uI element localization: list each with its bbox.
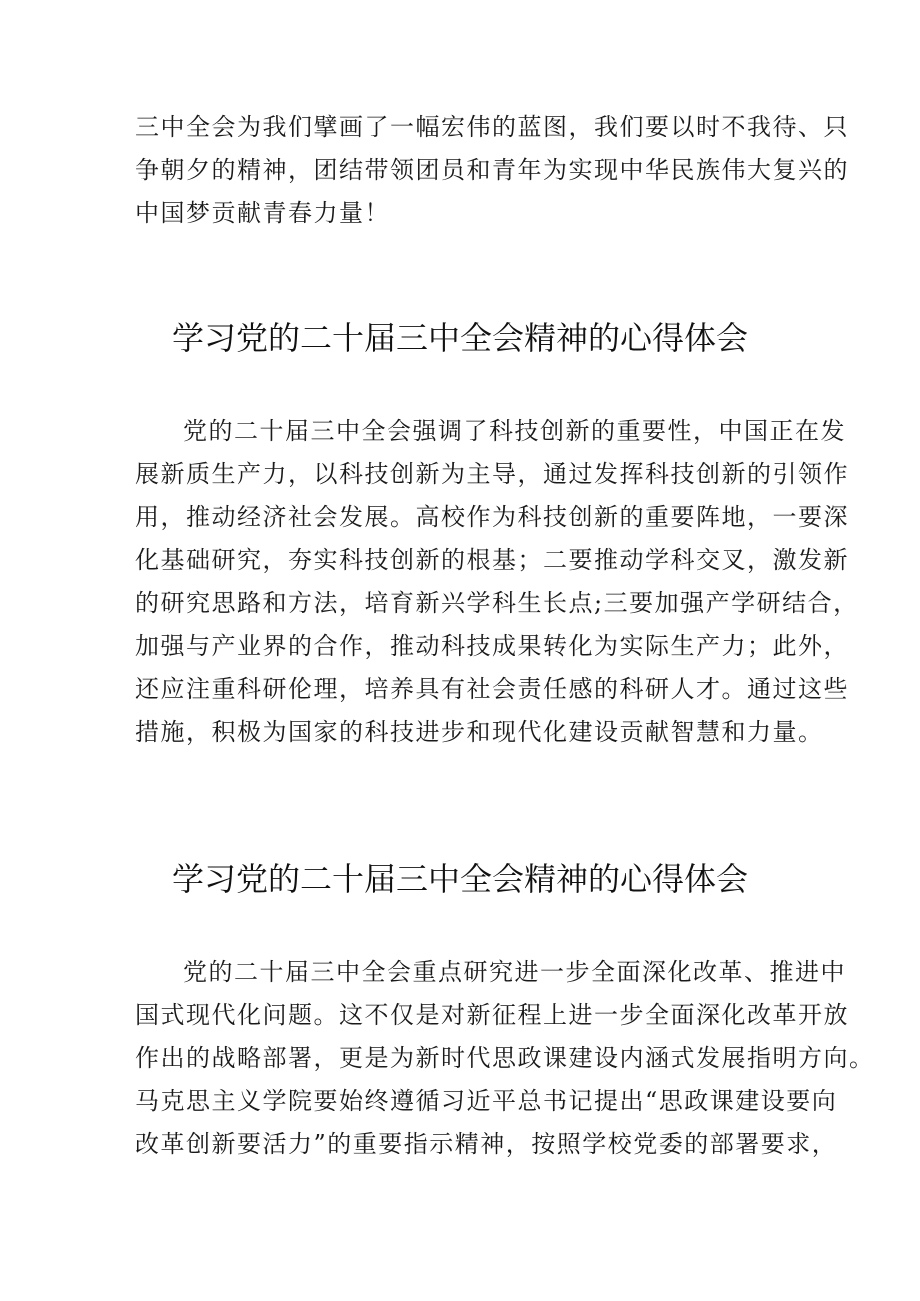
paragraph-section-1 (135, 410, 859, 754)
paragraph-line: 改革创新要活力”的重要指示精神，按照学校党委的部署要求， (135, 1130, 838, 1158)
paragraph-line: 化基础研究，夯实科技创新的根基；二要推动学科交叉，激发新 (135, 546, 849, 574)
paragraph-line: 党的二十届三中全会强调了科技创新的重要性，中国正在发 (183, 417, 846, 445)
paragraph-line: 用，推动经济社会发展。高校作为科技创新的重要阵地，一要深 (135, 503, 849, 531)
section-heading-1: 学习党的二十届三中全会精神的心得体会 (171, 319, 748, 357)
paragraph-line: 中国梦贡献青春力量！ (135, 199, 390, 227)
section-heading-2: 学习党的二十届三中全会精神的心得体会 (171, 860, 748, 898)
paragraph-line: 还应注重科研伦理，培养具有社会责任感的科研人才。通过这些 (135, 675, 849, 703)
paragraph-line: 措施，积极为国家的科技进步和现代化建设贡献智慧和力量。 (135, 718, 824, 746)
paragraph-line: 加强与产业界的合作，推动科技成果转化为实际生产力；此外， (135, 632, 849, 660)
paragraph-line: 的研究思路和方法，培育新兴学科生长点;三要加强产学研结合， (135, 589, 859, 617)
paragraph-line: 国式现代化问题。这不仅是对新征程上进一步全面深化改革开放 (135, 1001, 849, 1029)
paragraph-line: 三中全会为我们擘画了一幅宏伟的蓝图，我们要以时不我待、只 (135, 113, 849, 141)
paragraph-line: 党的二十届三中全会重点研究进一步全面深化改革、推进中 (183, 958, 846, 986)
paragraph-section-2 (135, 951, 875, 1166)
paragraph-line: 作出的战略部署，更是为新时代思政课建设内涵式发展指明方向。 (135, 1044, 875, 1072)
paragraph-line: 展新质生产力，以科技创新为主导，通过发挥科技创新的引领作 (135, 460, 849, 488)
paragraph-line: 争朝夕的精神，团结带领团员和青年为实现中华民族伟大复兴的 (135, 156, 849, 184)
paragraph-line: 马克思主义学院要始终遵循习近平总书记提出“思政课建设要向 (135, 1087, 838, 1115)
paragraph-continuation (135, 106, 849, 235)
